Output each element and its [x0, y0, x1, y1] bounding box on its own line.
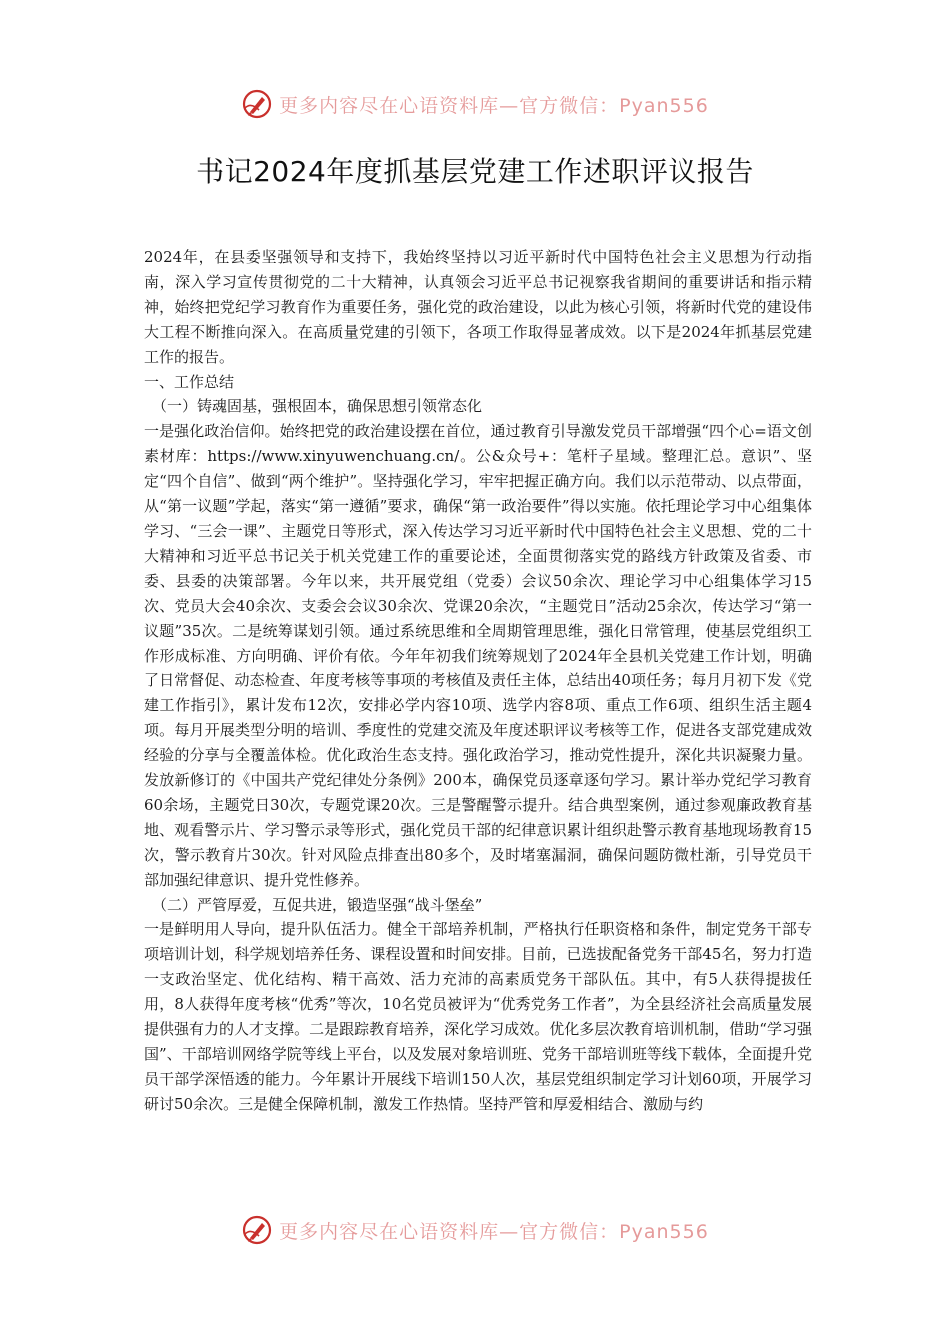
paragraph-intro: 2024年，在县委坚强领导和支持下，我始终坚持以习近平新时代中国特色社会主义思想为行动指南，深入学习宣传贯彻党的二十大精神，认真领会习近平总书记视察我省期间的重要讲话和指示精神，始终把党纪学习教育作为重要任务，强化党的政治建设，以此为核心引领，将新时代党的建设伟大工程不断推向深入。在高质量党建的引领下，各项工作取得显著成效。以下是2024年抓基层党建工作的报告。 — [144, 248, 812, 366]
paragraph-section-1: 一是强化政治信仰。始终把党的政治建设摆在首位，通过教育引导激发党员干部增强“四个心=语文创素材库：https://www.xinyuwenchuang.cn/。公&众号+：笔杆子星域。整理汇总。意识”、坚定“四个自信”、做到“两个维护”。坚持强化学习，牢牢把握正确方向。我们以示范带动、以点带面，从“第一议题”学起，落实“第一遵循”要求，确保“第一政治要件”得以实施。依托理论学习中心组集体学习、“三会一课”、主题党日等形式，深入传达学习习近平新时代中国特色社会主义思想、党的二十大精神和习近平总书记关于机关党建工作的重要论述，全面贯彻落实党的路线方针政策及省委、市委、县委的决策部署。今年以来，共开展党组（党委）会议50余次、理论学习中心组集体学习15次、党员大会40余次、支委会会议30余次、党课20余次，“主题党日”活动25余次，传达学习“第一议题”35次。二是统筹谋划引领。通过系统思维和全周期管理思维，强化日常管理，使基层党组织工作形成标准、方向明确、评价有依。今年年初我们统筹规划了2024年全县机关党建工作计划，明确了日常督促、动态检查、年度考核等事项的考核值及责任主体，总结出40项任务；每月月初下发《党建工作指引》，累计发布12次，安排必学内容10项、选学内容8项、重点工作6项、组织生活主题4项。每月开展类型分明的培训、季度性的党建交流及年度述职评议考核等工作，促进各支部党建成效经验的分享与全覆盖体检。优化政治生态支持。强化政治学习，推动党性提升，深化共识凝聚力量。发放新修订的《中国共产党纪律处分条例》200本，确保党员逐章逐句学习。累计举办党纪学习教育60余场，主题党日30次，专题党课20次。三是警醒警示提升。结合典型案例，通过参观廉政教育基地、观看警示片、学习警示录等形式，强化党员干部的纪律意识累计组织赴警示教育基地现场教育15次，警示教育片30次。针对风险点排查出80多个，及时堵塞漏洞，确保问题防微杜渐，引导党员干部加强纪律意识、提升党性修养。 — [144, 422, 812, 889]
wechat-id: Pyan556 — [619, 1220, 709, 1243]
footer-banner — [0, 1210, 950, 1250]
document-title: 书记2024年度抓基层党建工作述职评议报告 — [196, 155, 754, 188]
banner-text: 更多内容尽在心语资料库—官方微信：Pyan556 — [279, 94, 709, 117]
subsection-heading-2: （二）严管厚爱，互促共进，锻造坚强“战斗堡垒” — [152, 895, 483, 914]
pen-logo-icon — [241, 1214, 273, 1246]
section-heading-1: 一、工作总结 — [144, 372, 235, 391]
pen-logo-icon — [241, 88, 273, 120]
banner-text: 更多内容尽在心语资料库—官方微信：Pyan556 — [279, 1220, 709, 1243]
document-body — [144, 245, 812, 1117]
subsection-heading-1: （一）铸魂固基，强根固本，确保思想引领常态化 — [152, 397, 483, 416]
paragraph-section-2: 一是鲜明用人导向，提升队伍活力。健全干部培养机制，严格执行任职资格和条件，制定党务干部专项培训计划，科学规划培养任务、课程设置和时间安排。目前，已选拔配备党务干部45名，努力打造一支政治坚定、优化结构、精干高效、活力充沛的高素质党务干部队伍。其中，有5人获得提拔任用，8人获得年度考核“优秀”等次，10名党员被评为“优秀党务工作者”，为全县经济社会高质量发展提供强有力的人才支撑。二是跟踪教育培养，深化学习成效。优化多层次教育培训机制，借助“学习强国”、干部培训网络学院等线上平台，以及发展对象培训班、党务干部培训班等线下载体，全面提升党员干部学深悟透的能力。今年累计开展线下培训150人次，基层党组织制定学习计划60项，开展学习研讨50余次。三是健全保障机制，激发工作热情。坚持严管和厚爱相结合、激励与约 — [144, 920, 812, 1113]
header-banner — [0, 84, 950, 124]
wechat-id: Pyan556 — [619, 94, 709, 117]
